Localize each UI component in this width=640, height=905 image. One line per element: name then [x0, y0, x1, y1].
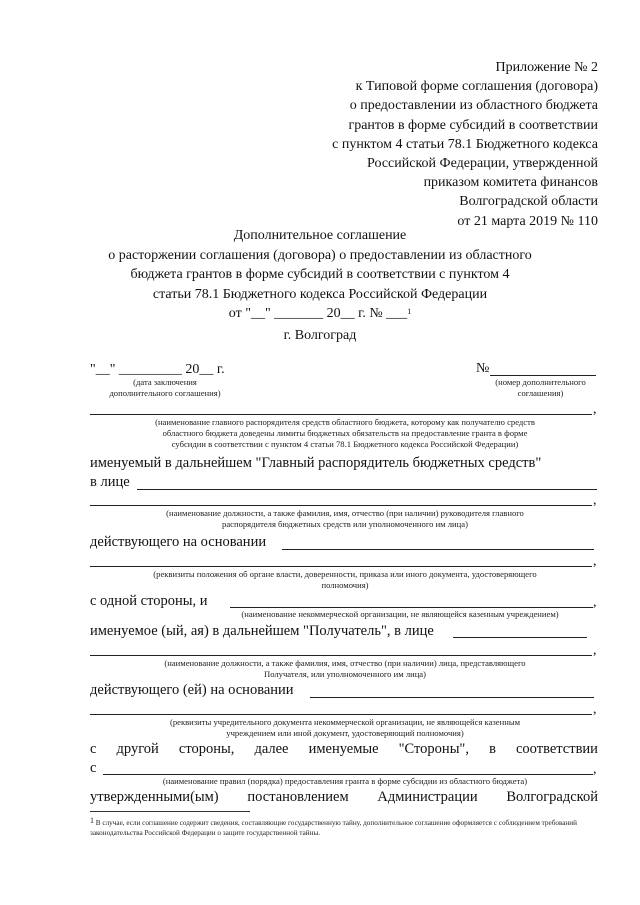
organization-caption: (наименование некоммерческой организации, не являющейся казенным учреждением)	[241, 609, 559, 619]
comma: ,	[593, 762, 597, 777]
appendix-line: грантов в форме субсидий в соответствии	[348, 117, 598, 133]
appendix-header	[332, 58, 598, 231]
footnote-separator	[90, 811, 250, 812]
comma: ,	[593, 643, 597, 658]
appendix-line: от 21 марта 2019 № 110	[457, 213, 598, 229]
comma: ,	[593, 554, 597, 569]
in-person-line	[137, 489, 597, 490]
footnote-text: В случае, если соглашение содержит сведения, составляющие государственную тайну, дополнительное соглашение оформляется с соблюдением требований законодательства Российской Федерации о защите государственной тайны.	[90, 819, 577, 837]
appendix-line: Российской Федерации, утвержденной	[367, 156, 598, 172]
named-recipient-text: именуемое (ый, ая) в дальнейшем "Получатель", в лице	[90, 623, 434, 639]
appendix-line: Волгоградской области	[459, 194, 598, 210]
appendix-line: приказом комитета финансов	[423, 175, 598, 191]
recipient-representative-caption: (наименование должности, а также фамилия, имя, отчество (при наличии) лица, представляющего Получателя, или уполномоченного им лица)	[164, 658, 526, 679]
authority-details-line	[90, 566, 592, 567]
other-side-line: с другой стороны, далее именуемые "Стороны", в соответствии	[90, 741, 598, 757]
organization-name-line	[230, 607, 593, 608]
city-label: г. Волгоград	[283, 328, 357, 343]
agreement-date-field: "__" _________ 20__ г.	[90, 362, 225, 377]
number-caption: (номер дополнительного соглашения)	[495, 377, 586, 398]
acting-basis-label: действующего на основании	[90, 534, 267, 550]
title-line: бюджета грантов в форме субсидий в соответствии с пунктом 4	[130, 267, 510, 282]
acting-basis2-line	[310, 697, 594, 698]
number-sign: №	[476, 361, 490, 376]
recipient-in-person-line	[453, 637, 587, 638]
appendix-line: с пунктом 4 статьи 78.1 Бюджетного кодекса	[332, 136, 598, 152]
agreement-number-line	[490, 375, 596, 376]
acting-basis-line	[282, 549, 594, 550]
named-chief-distributor-text: именуемый в дальнейшем "Главный распорядитель бюджетных средств"	[90, 455, 542, 471]
footnote-reference: 1	[407, 307, 412, 316]
founding-document-line	[90, 714, 592, 715]
title-line: статьи 78.1 Бюджетного кодекса Российской Федерации	[152, 286, 488, 302]
comma: ,	[593, 702, 597, 717]
acting-basis2-label: действующего (ей) на основании	[90, 682, 294, 698]
title-line: Дополнительное соглашение	[233, 228, 407, 243]
rules-name-line	[103, 774, 593, 775]
appendix-line: о предоставлении из областного бюджета	[349, 98, 598, 114]
comma: ,	[593, 595, 597, 610]
rules-caption: (наименование правил (порядка) предоставления гранта в форме субсидии из областного бюджета)	[162, 776, 528, 786]
with-label: с	[90, 760, 97, 776]
representative-line	[90, 505, 592, 506]
appendix-line: Приложение № 2	[495, 60, 598, 75]
footnote-mark: 1	[90, 816, 94, 825]
chief-distributor-name-line	[90, 414, 592, 415]
one-side-label: с одной стороны, и	[90, 593, 208, 609]
chief-distributor-caption: (наименование главного распорядителя средств областного бюджета, которому как получателю средств областного бюджета доведены лимиты бюджетных обязательств на предоставление гранта в форме субсидии в соответствии с пунктом 4 статьи 78.1 Бюджетного кодекса Российской Федерации)	[155, 417, 535, 449]
authority-details-caption: (реквизиты положения об органе власти, доверенности, приказа или иного документа, удостоверяющего полномочия)	[153, 569, 537, 590]
title-line: о расторжении соглашения (договора) о предоставлении из областного	[108, 247, 532, 263]
footnote	[90, 818, 600, 838]
founding-document-caption: (реквизиты учредительного документа некоммерческой организации, не являющейся казенным учреждением или иной документ, удостоверяющий полномочия)	[169, 717, 521, 738]
date-caption: (дата заключения дополнительного соглашения)	[109, 377, 221, 398]
comma: ,	[593, 493, 597, 508]
in-person-label: в лице	[90, 474, 130, 490]
appendix-line: к Типовой форме соглашения (договора)	[355, 79, 598, 95]
comma: ,	[593, 402, 597, 417]
title-date-text: от "__" _______ 20__ г. № ___	[228, 306, 408, 321]
approved-by-line: утвержденными(ым) постановлением Администрации Волгоградской	[90, 789, 598, 805]
title-date-line	[90, 304, 550, 324]
representative-caption: (наименование должности, а также фамилия, имя, отчество (при наличии) руководителя главного распорядителя бюджетных средств или уполномоченного им лица)	[166, 508, 524, 529]
document-title	[90, 226, 550, 324]
recipient-representative-line	[90, 655, 592, 656]
